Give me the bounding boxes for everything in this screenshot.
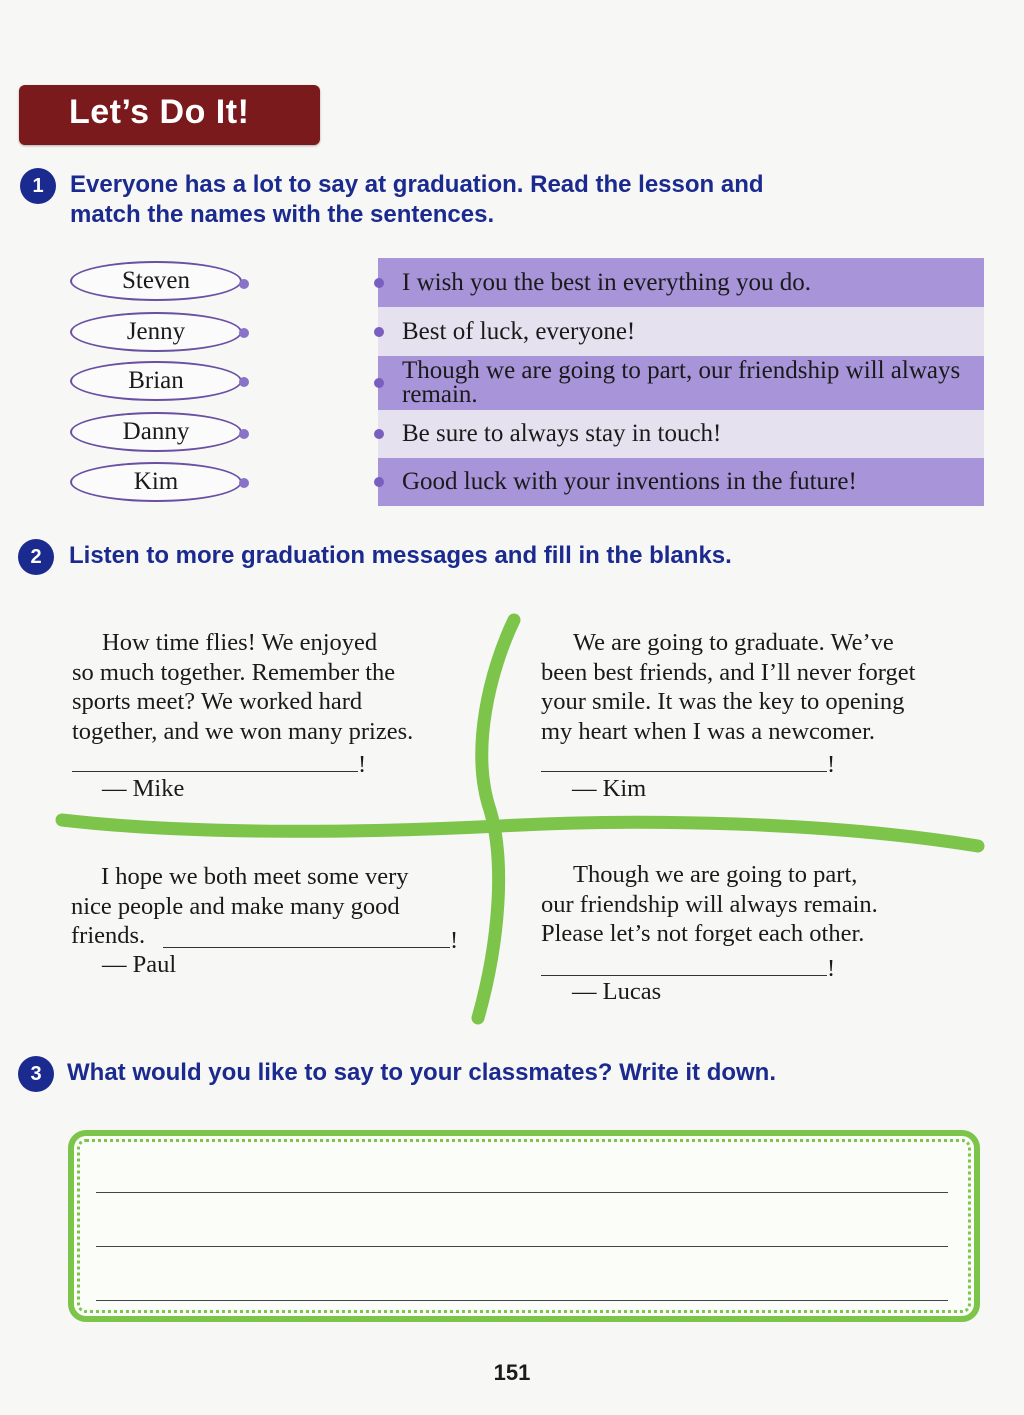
writing-line[interactable]	[96, 1246, 948, 1247]
sentence-row[interactable]	[378, 307, 984, 356]
section-3-instruction: What would you like to say to your classmates? Write it down.	[67, 1059, 777, 1086]
fill-blank[interactable]	[72, 749, 358, 772]
signature-paul: — Paul	[102, 951, 177, 978]
name-oval-steven[interactable]: Steven	[70, 261, 242, 301]
sentence-row[interactable]	[378, 258, 984, 307]
name-oval-brian[interactable]: Brian	[70, 361, 242, 401]
signature-lucas: — Lucas	[572, 978, 662, 1005]
match-dot[interactable]	[239, 328, 249, 338]
section-2-number: 2	[18, 539, 54, 575]
message-lucas: Though we are going to part, our friendship will always remain. Please let’s not forget each other.	[541, 861, 878, 947]
match-dot[interactable]	[374, 327, 384, 337]
name-oval-kim[interactable]: Kim	[70, 462, 242, 502]
match-dot[interactable]	[374, 378, 384, 388]
fill-blank[interactable]	[541, 953, 827, 976]
match-dot[interactable]	[239, 429, 249, 439]
match-dot[interactable]	[239, 478, 249, 488]
message-kim: We are going to graduate. We’ve been best friends, and I’ll never forget your smile. It was the key to opening my heart when I was a newcomer.	[541, 629, 916, 745]
signature-kim: — Kim	[572, 775, 647, 802]
sentence-row[interactable]	[378, 356, 984, 410]
fill-blank[interactable]	[541, 749, 827, 772]
match-dot[interactable]	[374, 429, 384, 439]
blank-end: !	[358, 751, 367, 778]
match-dot[interactable]	[374, 278, 384, 288]
lets-do-it-banner	[19, 85, 320, 145]
match-dot[interactable]	[239, 279, 249, 289]
signature-mike: — Mike	[102, 775, 185, 802]
section-2-instruction: Listen to more graduation messages and fill in the blanks.	[69, 542, 732, 569]
banner-title: Let’s Do It!	[69, 93, 250, 131]
section-1-instruction-line1: Everyone has a lot to say at graduation. Read the lesson and	[70, 171, 764, 198]
section-3-number: 3	[18, 1056, 54, 1092]
name-oval-jenny[interactable]: Jenny	[70, 312, 242, 352]
sentence-text: Though we are going to part, our friendship will always remain.	[402, 357, 961, 408]
sentence-text: I wish you the best in everything you do.	[402, 268, 811, 296]
message-paul: I hope we both meet some very nice people and make many good friends.	[71, 863, 409, 949]
blank-end: !	[827, 955, 836, 982]
sentence-text: Be sure to always stay in touch!	[402, 420, 722, 447]
match-dot[interactable]	[239, 377, 249, 387]
page-number: 151	[493, 1360, 531, 1385]
sentence-row[interactable]	[378, 458, 984, 506]
writing-line[interactable]	[96, 1300, 948, 1301]
sentence-row[interactable]	[378, 410, 984, 458]
writing-line[interactable]	[96, 1192, 948, 1193]
blank-line-paul[interactable]	[163, 925, 458, 955]
blank-end: !	[827, 751, 836, 778]
sentence-text: Best of luck, everyone!	[402, 317, 636, 345]
message-mike: How time flies! We enjoyed so much together. Remember the sports meet? We worked hard together, and we won many prizes.	[72, 629, 414, 745]
name-oval-danny[interactable]: Danny	[70, 412, 242, 452]
sentence-text: Good luck with your inventions in the future!	[402, 468, 857, 495]
blank-end: !	[450, 927, 459, 954]
section-1-instruction	[70, 170, 764, 230]
fill-blank[interactable]	[163, 925, 450, 948]
section-1-instruction-line2: match the names with the sentences.	[70, 201, 495, 228]
section-1-number: 1	[20, 168, 56, 204]
match-dot[interactable]	[374, 477, 384, 487]
writing-box[interactable]	[68, 1130, 980, 1322]
